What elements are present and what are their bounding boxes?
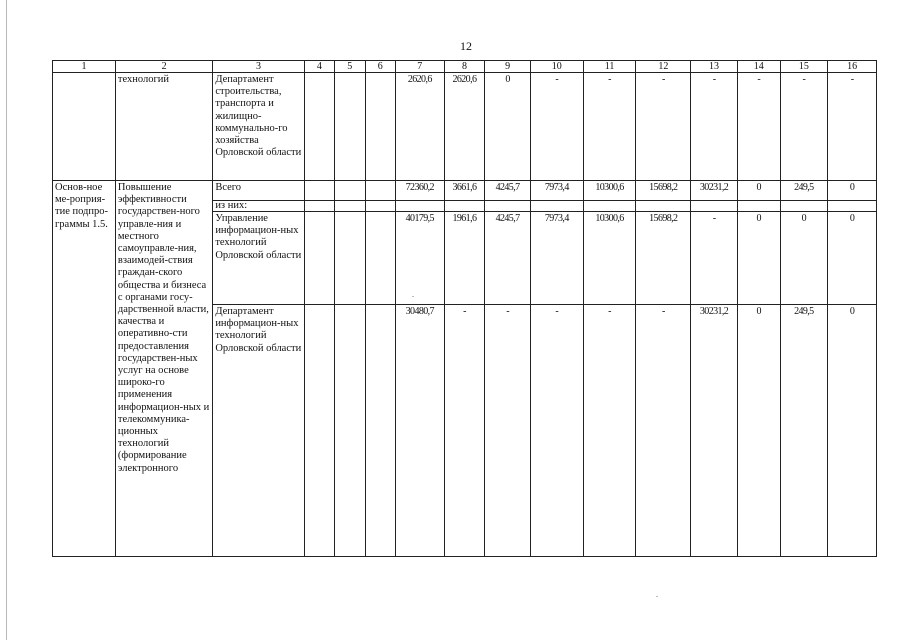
program-measure-cell: Основ-ное ме-роприя-тие подпро-граммы 1.5. (53, 181, 116, 557)
scan-speck (412, 296, 414, 297)
budget-table (52, 60, 877, 557)
column-header: 14 (737, 61, 780, 73)
column-header: 12 (636, 61, 691, 73)
value-cell: - (444, 305, 485, 557)
value-cell: 0 (485, 73, 531, 181)
value-cell: - (737, 73, 780, 181)
column-header: 6 (365, 61, 395, 73)
column-header: 9 (485, 61, 531, 73)
value-cell (335, 73, 365, 181)
value-cell: 10300,6 (583, 181, 636, 201)
value-cell (444, 201, 485, 212)
value-cell: 0 (828, 212, 877, 305)
page-number: 12 (460, 39, 472, 53)
value-cell: 15698,2 (636, 181, 691, 201)
value-cell: 0 (737, 181, 780, 201)
value-cell (304, 181, 334, 201)
value-cell: - (691, 73, 738, 181)
value-cell (485, 201, 531, 212)
value-cell: - (828, 73, 877, 181)
value-cell: 2620,6 (395, 73, 444, 181)
value-cell: 4245,7 (485, 212, 531, 305)
value-cell: 15698,2 (636, 212, 691, 305)
column-header: 2 (115, 61, 212, 73)
value-cell: - (530, 73, 583, 181)
value-cell: 72360,2 (395, 181, 444, 201)
value-cell (304, 305, 334, 557)
value-cell: 2620,6 (444, 73, 485, 181)
value-cell (335, 181, 365, 201)
measure-cell (53, 73, 116, 181)
value-cell (304, 212, 334, 305)
column-header: 4 (304, 61, 334, 73)
value-cell (828, 201, 877, 212)
column-header: 15 (780, 61, 828, 73)
value-cell (395, 201, 444, 212)
column-header: 3 (213, 61, 304, 73)
value-cell: - (636, 305, 691, 557)
value-cell (335, 305, 365, 557)
column-header: 11 (583, 61, 636, 73)
value-cell: 0 (828, 181, 877, 201)
value-cell: 0 (828, 305, 877, 557)
table-row-total (53, 181, 877, 201)
value-cell: 10300,6 (583, 212, 636, 305)
executor-cell: Управление информацион-ных технологий Орловской области (213, 212, 304, 305)
measure-name-cell: технологий (115, 73, 212, 181)
value-cell: - (530, 305, 583, 557)
column-header: 1 (53, 61, 116, 73)
value-cell (365, 181, 395, 201)
value-cell (365, 73, 395, 181)
value-cell: 0 (737, 305, 780, 557)
value-cell (583, 201, 636, 212)
value-cell: 7973,4 (530, 181, 583, 201)
value-cell: 3661,6 (444, 181, 485, 201)
value-cell (335, 212, 365, 305)
table-row-continued (53, 73, 877, 181)
value-cell: 0 (737, 212, 780, 305)
column-header: 13 (691, 61, 738, 73)
value-cell (780, 201, 828, 212)
value-cell (636, 201, 691, 212)
value-cell: 4245,7 (485, 181, 531, 201)
value-cell (530, 201, 583, 212)
value-cell: 249,5 (780, 181, 828, 201)
value-cell: 30231,2 (691, 181, 738, 201)
value-cell: - (485, 305, 531, 557)
value-cell (304, 201, 334, 212)
value-cell (304, 73, 334, 181)
column-header: 5 (335, 61, 365, 73)
value-cell (365, 212, 395, 305)
value-cell (737, 201, 780, 212)
value-cell (365, 201, 395, 212)
column-header: 16 (828, 61, 877, 73)
executor-cell: Департамент информацион-ных технологий Орловской области (213, 305, 304, 557)
column-header: 7 (395, 61, 444, 73)
value-cell: 40179,5 (395, 212, 444, 305)
measure-name-cell: Повышение эффективности государствен-ного управле-ния и местного самоуправле-ния, взаимодей-ствия граждан-ского общества и бизнеса с органами госу-дарственной власти, качества и оперативно-сти предоставления государствен-ных услуг на основе широко-го применения информацион-ных и телекоммуника-ционных технологий (формирование электронного (115, 181, 212, 557)
column-number-row (53, 61, 877, 73)
value-cell: 249,5 (780, 305, 828, 557)
column-header: 8 (444, 61, 485, 73)
value-cell: - (583, 73, 636, 181)
value-cell: 30231,2 (691, 305, 738, 557)
executor-cell: Департамент строительства, транспорта и жилищно-коммунально-го хозяйства Орловской области (213, 73, 304, 181)
value-cell: 30480,7 (395, 305, 444, 557)
value-cell: 0 (780, 212, 828, 305)
value-cell: - (780, 73, 828, 181)
executor-cell: из них: (213, 201, 304, 212)
value-cell (335, 201, 365, 212)
value-cell: - (583, 305, 636, 557)
value-cell (365, 305, 395, 557)
value-cell: 1961,6 (444, 212, 485, 305)
scan-speck (656, 596, 658, 597)
value-cell: - (691, 212, 738, 305)
value-cell: - (636, 73, 691, 181)
page-edge-line (6, 0, 7, 640)
value-cell: 7973,4 (530, 212, 583, 305)
column-header: 10 (530, 61, 583, 73)
executor-cell: Всего (213, 181, 304, 201)
value-cell (691, 201, 738, 212)
